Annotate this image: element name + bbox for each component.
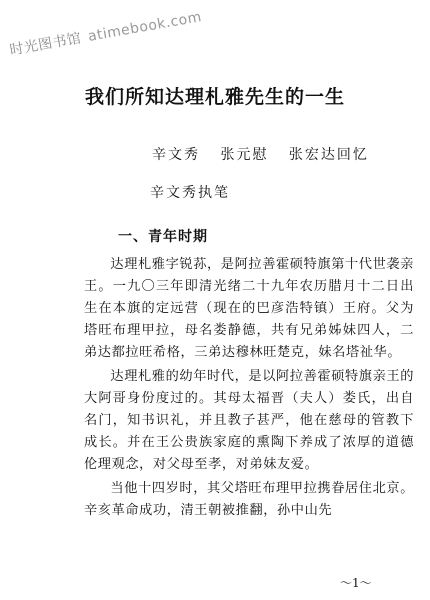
page-title: 我们所知达理札雅先生的一生 <box>84 86 345 108</box>
watermark-url: atimebook.com <box>86 9 203 45</box>
watermark-site-name: 时光图书馆 <box>8 30 83 59</box>
author-name: 辛文秀 <box>152 147 200 163</box>
author-name: 张宏达回忆 <box>288 147 369 163</box>
author-name: 张元慰 <box>220 147 269 163</box>
paragraph: 达理札雅的幼年时代，是以阿拉善霍硕特旗亲王的大阿哥身份度过的。其母太福晋（夫人）娄氏，出自名门，知书识礼，并且教子甚严，他在慈母的管教下成长。并在王公贵族家庭的熏陶下养成了浓厚的道德伦理观念，对父母至孝，对弟妹友爱。 <box>84 369 414 472</box>
page-number: ～1～ <box>340 576 372 590</box>
authors-line <box>152 144 383 164</box>
section-heading: 一、青年时期 <box>118 229 208 245</box>
paragraph: 达理札雅字锐荪，是阿拉善霍硕特旗第十代世袭亲王。一九〇三年即清光绪二十九年农历腊月十二日出生在本旗的定远营（现在的巴彦浩特镇）王府。父为塔旺布理甲拉，母名娄静德，共有兄弟姊妹四人，二弟达都拉旺希格，三弟达穆林旺楚克，妹名塔祉华。 <box>84 257 414 360</box>
writer-line: 辛文秀执笔 <box>150 185 230 201</box>
paragraph: 当他十四岁时，其父塔旺布理甲拉携眷居住北京。辛亥革命成功，清王朝被推翻，孙中山先 <box>84 481 414 518</box>
watermark <box>8 6 203 59</box>
body-text <box>84 254 414 524</box>
